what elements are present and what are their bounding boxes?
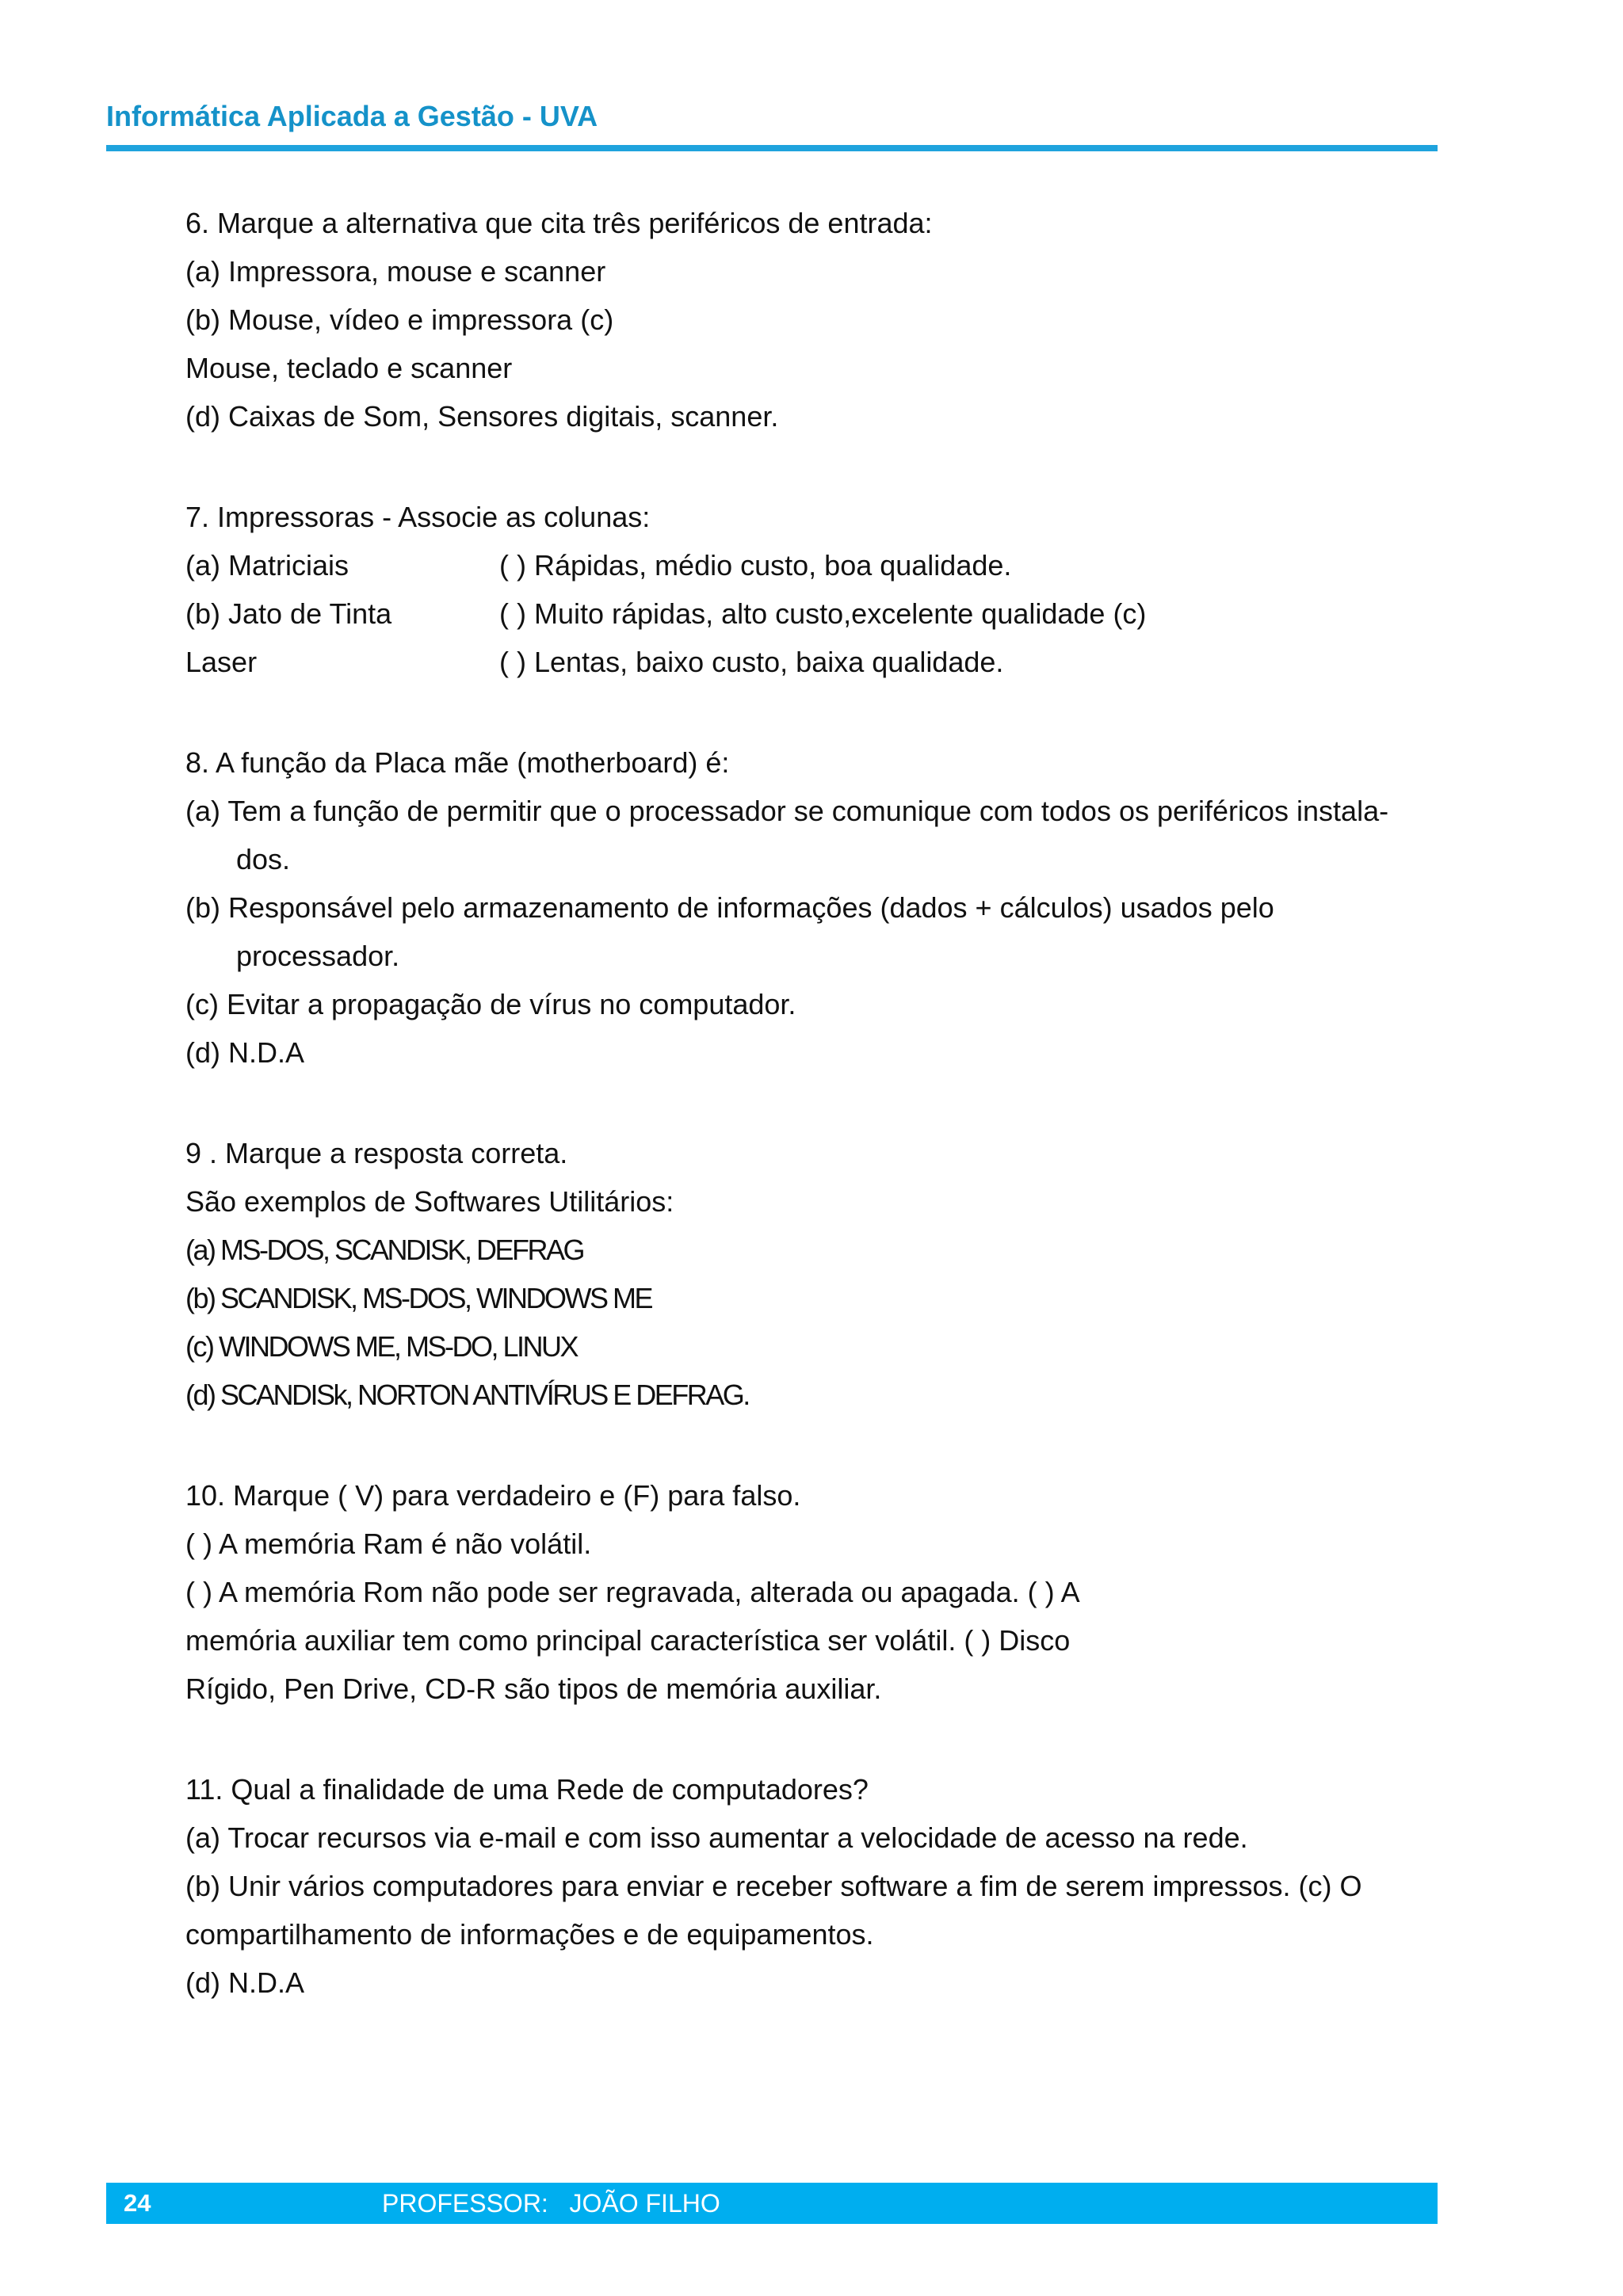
question-8-option-b-continued: processador. xyxy=(236,940,400,972)
header-rule xyxy=(106,145,1438,151)
question-7-row xyxy=(185,547,1422,595)
question-7-right-item: ( ) Muito rápidas, alto custo,excelente qualidade (c) xyxy=(499,597,1147,630)
question-6-option-d: (d) Caixas de Som, Sensores digitais, scanner. xyxy=(185,400,779,433)
professor-credit xyxy=(382,2183,720,2224)
question-7 xyxy=(185,498,1422,692)
question-7-right-item: ( ) Rápidas, médio custo, boa qualidade. xyxy=(499,549,1012,582)
question-10-statement: Rígido, Pen Drive, CD-R são tipos de memória auxiliar. xyxy=(185,1672,882,1705)
question-9-option-d: (d) SCANDISk, NORTON ANTIVÍRUS E DEFRAG. xyxy=(185,1379,749,1411)
question-10-prompt: 10. Marque ( V) para verdadeiro e (F) para falso. xyxy=(185,1479,801,1512)
question-7-left-item: (a) Matriciais xyxy=(185,549,349,582)
question-10-statement: ( ) A memória Rom não pode ser regravada, alterada ou apagada. ( ) A xyxy=(185,1576,1080,1608)
question-11-option-b: (b) Unir vários computadores para enviar e receber software a fim de serem impressos. (c) O xyxy=(185,1870,1362,1902)
document-body xyxy=(185,204,1422,2065)
question-11-option-c: compartilhamento de informações e de equipamentos. xyxy=(185,1918,874,1951)
question-11-option-a: (a) Trocar recursos via e-mail e com isso aumentar a velocidade de acesso na rede. xyxy=(185,1821,1248,1854)
question-7-left-item: (b) Jato de Tinta xyxy=(185,597,392,630)
footer-bar xyxy=(106,2183,1438,2224)
question-9-prompt: 9 . Marque a resposta correta. xyxy=(185,1137,568,1169)
question-6-option-c: Mouse, teclado e scanner xyxy=(185,352,513,384)
question-8-option-a: (a) Tem a função de permitir que o processador se comunique com todos os periféricos instala- xyxy=(185,795,1389,827)
question-6-prompt: 6. Marque a alternativa que cita três periféricos de entrada: xyxy=(185,207,933,239)
question-8 xyxy=(185,744,1422,1082)
question-10-statement: ( ) A memória Ram é não volátil. xyxy=(185,1527,592,1560)
question-8-option-c: (c) Evitar a propagação de vírus no computador. xyxy=(185,988,796,1020)
question-7-right-item: ( ) Lentas, baixo custo, baixa qualidade. xyxy=(499,646,1004,678)
question-10 xyxy=(185,1477,1422,1718)
question-11-prompt: 11. Qual a finalidade de uma Rede de computadores? xyxy=(185,1773,869,1806)
question-8-prompt: 8. A função da Placa mãe (motherboard) é: xyxy=(185,746,730,779)
question-7-row xyxy=(185,595,1422,643)
professor-label: PROFESSOR: xyxy=(382,2189,548,2218)
question-9-option-a: (a) MS-DOS, SCANDISK, DEFRAG xyxy=(185,1234,584,1266)
question-7-left-item: Laser xyxy=(185,646,258,678)
question-8-option-d: (d) N.D.A xyxy=(185,1036,305,1069)
question-11-option-d: (d) N.D.A xyxy=(185,1966,305,1999)
question-7-prompt: 7. Impressoras - Associe as colunas: xyxy=(185,501,651,533)
question-10-statement: memória auxiliar tem como principal característica ser volátil. ( ) Disco xyxy=(185,1624,1071,1657)
question-8-option-b: (b) Responsável pelo armazenamento de informações (dados + cálculos) usados pelo xyxy=(185,891,1274,924)
question-11 xyxy=(185,1771,1422,2012)
question-9-option-c: (c) WINDOWS ME, MS-DO, LINUX xyxy=(185,1330,577,1363)
professor-name: JOÃO FILHO xyxy=(569,2189,720,2218)
page-header-title: Informática Aplicada a Gestão - UVA xyxy=(106,100,598,132)
question-6 xyxy=(185,204,1422,446)
question-9-option-b: (b) SCANDISK, MS-DOS, WINDOWS ME xyxy=(185,1282,652,1314)
question-6-option-a: (a) Impressora, mouse e scanner xyxy=(185,255,606,288)
question-9-subprompt: São exemplos de Softwares Utilitários: xyxy=(185,1185,674,1218)
question-6-option-b: (b) Mouse, vídeo e impressora (c) xyxy=(185,303,614,336)
page-number: 24 xyxy=(124,2189,151,2217)
question-9 xyxy=(185,1135,1422,1425)
question-7-row xyxy=(185,643,1422,692)
question-8-option-a-continued: dos. xyxy=(236,843,291,875)
